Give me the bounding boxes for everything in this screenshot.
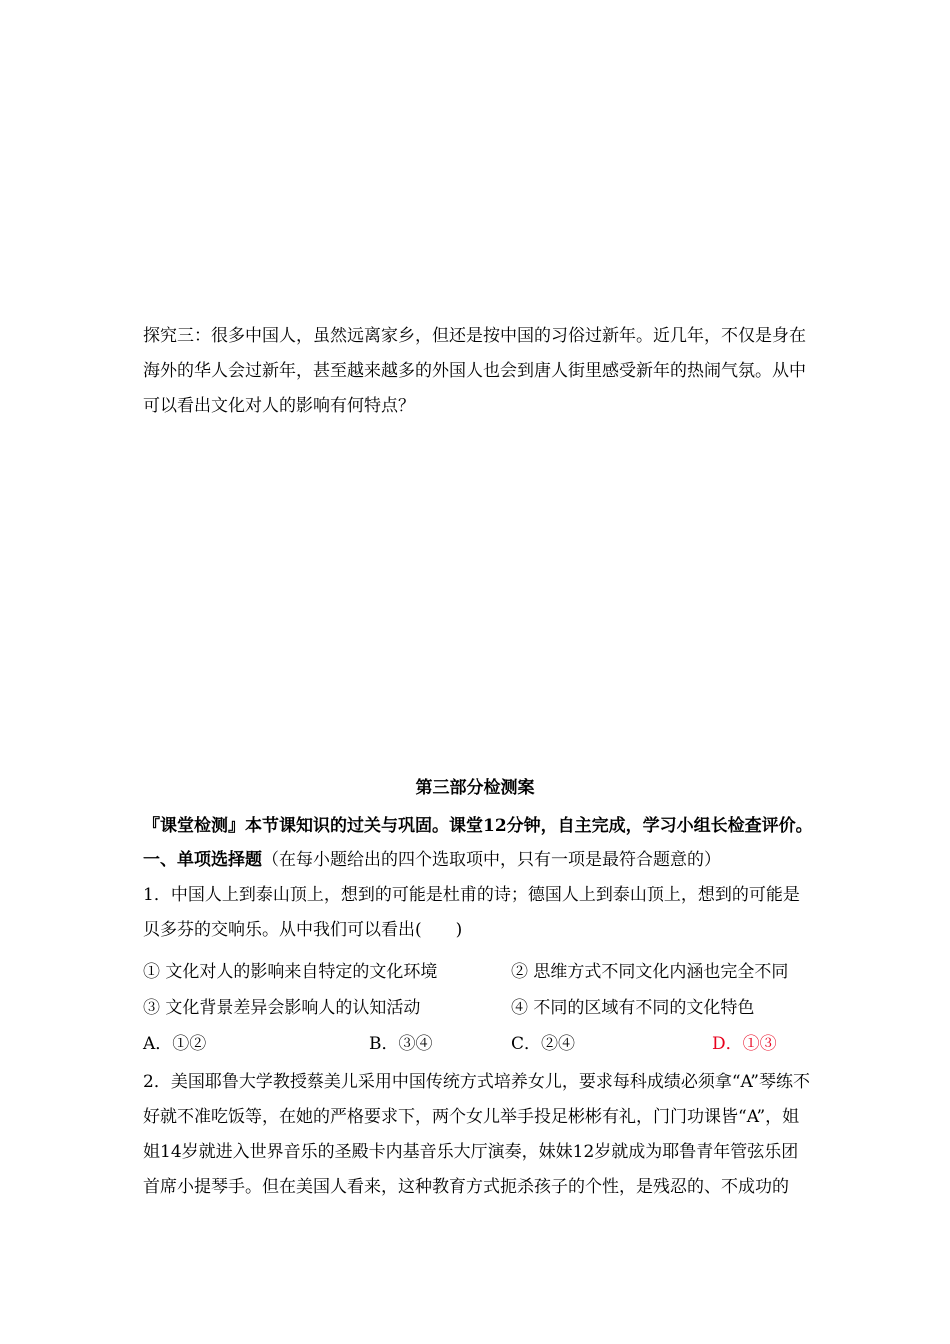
q1-item-2: ② 思维方式不同文化内涵也完全不同 [511,962,789,982]
q1-option-d-answer: D．①③ [712,1034,777,1054]
q1-item-4: ④ 不同的区域有不同的文化特色 [511,998,755,1018]
part1-note: （在每小题给出的四个选取项中，只有一项是最符合题意的） [262,850,721,870]
q1-item-1: ① 文化对人的影响来自特定的文化环境 [143,962,438,982]
part1-label: 一、单项选择题 [143,850,262,870]
q2-stem: 2．美国耶鲁大学教授蔡美儿采用中国传统方式培养女儿，要求每科成绩必须拿“A”琴练不好就不准吃饭等，在她的严格要求下，两个女儿举手投足彬彬有礼，门门功课皆“A”，姐姐14岁就进入世界音乐的圣殿卡内基音乐大厅演奏，妹妹12岁就成为耶鲁青年管弦乐团首席小提琴手。但在美国人看来，这种教育方式扼杀孩子的个性，是残忍的、不成功的 [143,1072,810,1197]
explore-3-text: 探究三：很多中国人，虽然远离家乡，但还是按中国的习俗过新年。近几年，不仅是身在海外的华人会过新年，甚至越来越多的外国人也会到唐人街里感受新年的热闹气氛。从中可以看出文化对人的影响有何特点？ [143,326,806,416]
q1-option-c: C．②④ [511,1034,576,1054]
q1-stem: 1．中国人上到泰山顶上，想到的可能是杜甫的诗；德国人上到泰山顶上，想到的可能是贝多芬的交响乐。从中我们可以看出( ) [143,885,800,940]
q1-item-3: ③ 文化背景差异会影响人的认知活动 [143,998,421,1018]
q1-option-b: B．③④ [369,1034,433,1054]
q1-option-a: A．①② [143,1034,207,1054]
classroom-check-intro: 『课堂检测』本节课知识的过关与巩固。课堂12分钟，自主完成，学习小组长检查评价。 [143,816,813,836]
part1-heading [143,848,721,872]
section-title: 第三部分检测案 [415,778,535,798]
